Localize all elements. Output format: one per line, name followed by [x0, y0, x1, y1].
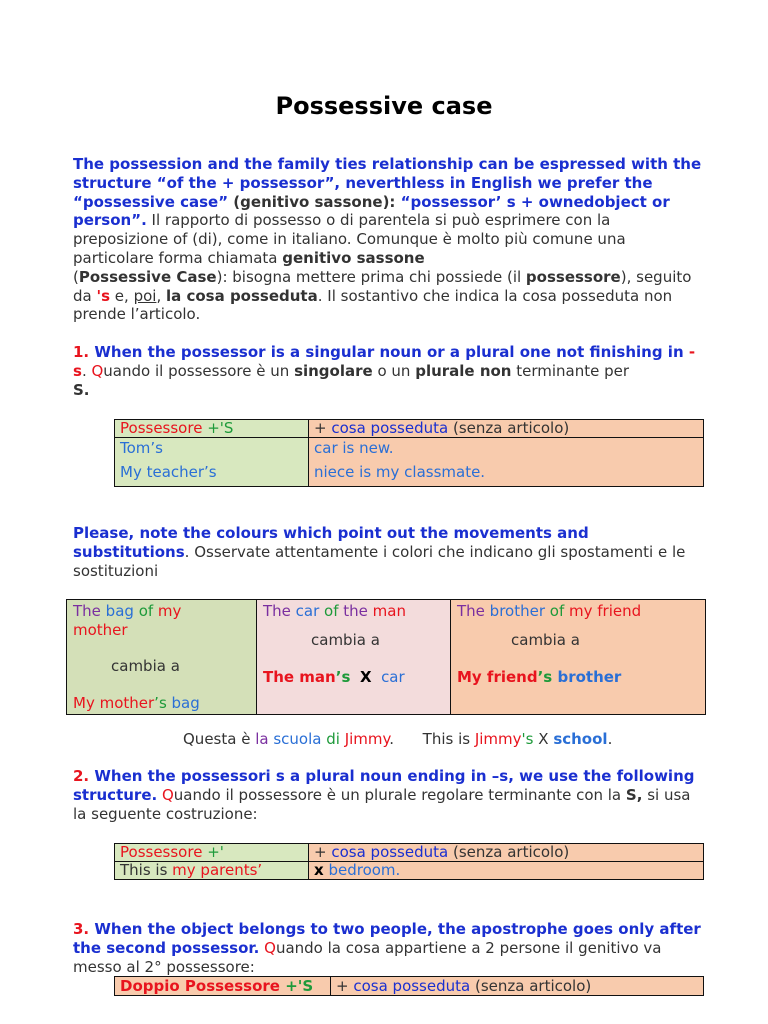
rule-number: 2. [73, 767, 90, 785]
possessive-formula: “possessor’ s + ownedobject or person”. [73, 192, 670, 230]
table-row [115, 862, 704, 880]
page-title: Possessive case [275, 92, 493, 120]
possessive-table-3 [114, 976, 704, 996]
table-cell: x bedroom. [309, 862, 704, 880]
rule-2-paragraph: 2. When the possessori s a plural noun ending in –s, we use the following structure. Quando il possessore è un plurale regolare terminante con la S, si usa la seguente costruzione: [73, 767, 695, 823]
table-row [115, 438, 704, 487]
header-cell: Doppio Possessore +'S [115, 977, 331, 996]
rule-number: 3. [73, 920, 90, 938]
transformation-cell-brother: The brother of my friend cambia a My friend’s brother [451, 600, 706, 715]
header-cell: + cosa posseduta (senza articolo) [331, 977, 704, 996]
possessive-table-1 [114, 419, 704, 487]
rule-1-paragraph: 1. When the possessor is a singular noun or a plural one not finishing in -s. Quando il possessore è un singolare o un plurale non terminante per S. [73, 343, 696, 399]
intro-paragraph: The possession and the family ties relationship can be espressed with the structure “of the + possessor”, neverthless in English we prefer the “possessive case” (genitivo sassone): “possessor’ s + ownedobject or person”. Il rapporto di possesso o di parentela si può esprimere con la preposizione of (di), come in italiano. Comunque è molto più comune una particolare forma chiamata genitivo sassone (Possessive Case): bisogna mettere prima chi possiede (il possessore), seguito da 's e, poi, la cosa posseduta. Il sostantivo che indica la cosa posseduta non prende l’articolo. [73, 155, 702, 324]
possessive-table-2 [114, 843, 704, 880]
transformation-cell-bag: The bag of my mother cambia a My mother’s bag [67, 600, 257, 715]
table-header-row [115, 977, 704, 996]
table-cell: car is new. niece is my classmate. [309, 438, 704, 487]
header-cell: + cosa posseduta (senza articolo) [309, 420, 704, 438]
table-header-row [115, 420, 704, 438]
colours-note: Please, note the colours which point out the movements and substitutions. Osservate attentamente i colori che indicano gli spostamenti e le sostituzioni [73, 524, 686, 580]
table-row [67, 600, 706, 715]
table-header-row [115, 844, 704, 862]
table-cell: This is my parents’ [115, 862, 309, 880]
transformation-cell-car: The car of the man cambia a The man’s X car [257, 600, 451, 715]
rule-3-paragraph: 3. When the object belongs to two people, the apostrophe goes only after the second possessor. Quando la cosa appartiene a 2 persone il genitivo va messo al 2° possessore: [73, 920, 701, 976]
header-cell: Possessore +'S [115, 420, 309, 438]
header-cell: + cosa posseduta (senza articolo) [309, 844, 704, 862]
genitivo-sassone-term: genitivo sassone [240, 192, 383, 211]
jimmy-example: Questa è la scuola di Jimmy. This is Jimmy's X school. [183, 730, 613, 748]
header-cell: Possessore +' [115, 844, 309, 862]
rule-number: 1. [73, 343, 90, 361]
table-cell: Tom’s My teacher’s [115, 438, 309, 487]
intro-italian-text: Il rapporto di possesso o di parentela si può esprimere con la preposizione of (di), come in italiano. Comunque è molto più comune una particolare forma chiamata [73, 211, 626, 267]
transformation-table [66, 599, 706, 715]
intro-english-text: The possession and the family ties relationship can be espressed with the structure “of the + possessor”, neverthless in English we prefer the “possessive case” [73, 155, 702, 211]
